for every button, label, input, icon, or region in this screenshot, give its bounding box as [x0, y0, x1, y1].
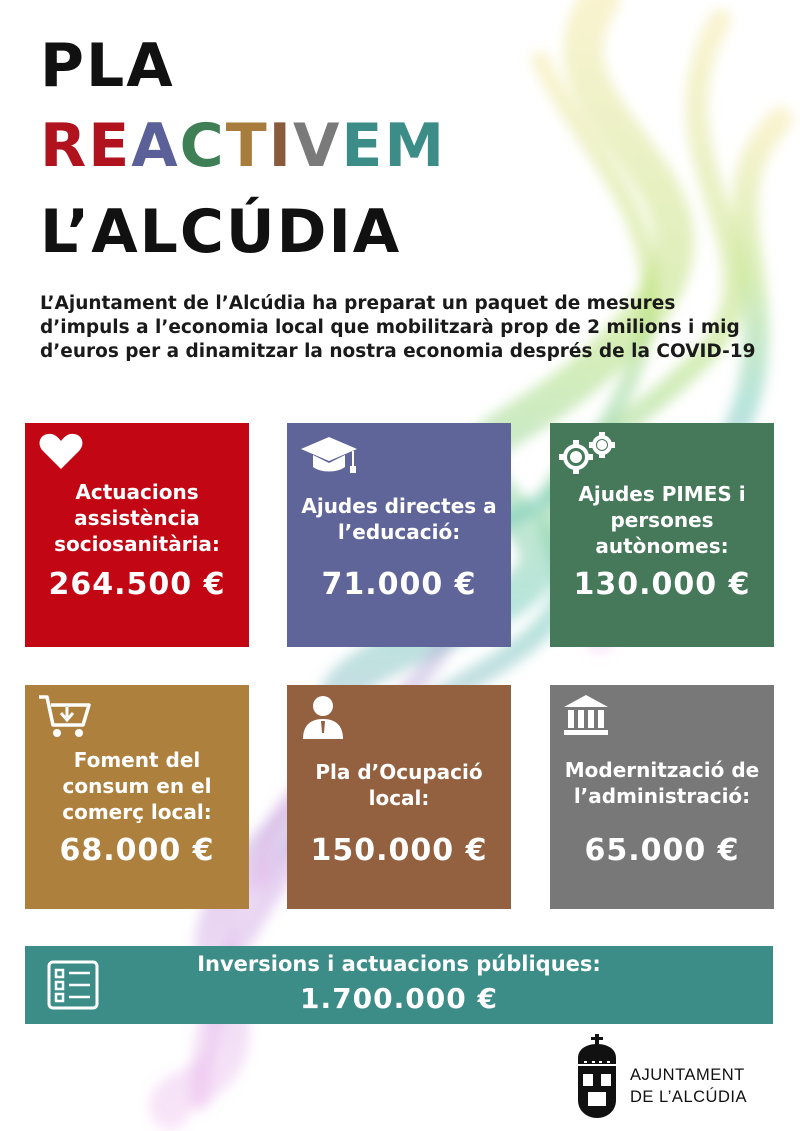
logo-line-2: DE L’ALCÚDIA [630, 1088, 747, 1106]
title-line-2 [40, 110, 446, 182]
title-letter: E [341, 111, 385, 181]
title-letter: A [131, 111, 180, 181]
title-letter: E [88, 111, 132, 181]
tile-employment [287, 685, 511, 909]
tile-education [287, 423, 511, 647]
shopping-cart-icon [37, 693, 93, 741]
tile-amount: 130.000 € [573, 567, 751, 602]
tile-administration [550, 685, 774, 909]
tile-label: Ajudes PIMES i persones autònomes: [578, 482, 746, 558]
tile-label: Foment del consum en el comerç local: [62, 748, 212, 824]
title-letter: M [384, 111, 447, 181]
title-letter: C [179, 111, 226, 181]
logo-line-1: AJUNTAMENT [630, 1066, 745, 1084]
tile-amount: 71.000 € [321, 567, 477, 602]
public-investment-banner [25, 946, 773, 1024]
tile-label: Modernització de l’administració: [564, 758, 760, 808]
public-investment-amount: 1.700.000 € [300, 982, 498, 1015]
gears-icon [556, 429, 620, 477]
title-letter: I [268, 111, 293, 181]
tile-amount: 150.000 € [310, 833, 488, 868]
ajuntament-logo [574, 1034, 774, 1120]
tile-amount: 68.000 € [59, 833, 215, 868]
tile-amount: 65.000 € [584, 833, 740, 868]
building-columns-icon [562, 693, 610, 737]
title-letter: V [292, 111, 342, 181]
intro-paragraph: L’Ajuntament de l’Alcúdia ha preparat un paquet de mesures d’impuls a l’economia local que mobilitzarà prop de 2 milions i mig d’euros per a dinamitzar la nostra economia després de la COVID-19 [40, 293, 756, 362]
public-investment-label: Inversions i actuacions públiques: [197, 952, 601, 976]
person-icon [299, 693, 347, 741]
title-letter: R [40, 111, 89, 181]
crest-icon [574, 1034, 620, 1120]
tile-commerce [25, 685, 249, 909]
title-letter: T [225, 111, 269, 181]
title-line-3: L’ALCÚDIA [40, 197, 402, 267]
tile-label: Actuacions assistència sociosanitària: [54, 480, 220, 556]
tile-pimes [550, 423, 774, 647]
tile-sociosanitary [25, 423, 249, 647]
tile-amount: 264.500 € [48, 567, 226, 602]
graduation-cap-icon [299, 433, 359, 477]
title-line-1: PLA [40, 31, 175, 101]
tile-label: Ajudes directes a l’educació: [301, 494, 497, 544]
tile-label: Pla d’Ocupació local: [315, 760, 483, 810]
heart-icon [37, 431, 85, 471]
logo-text [630, 1064, 747, 1108]
